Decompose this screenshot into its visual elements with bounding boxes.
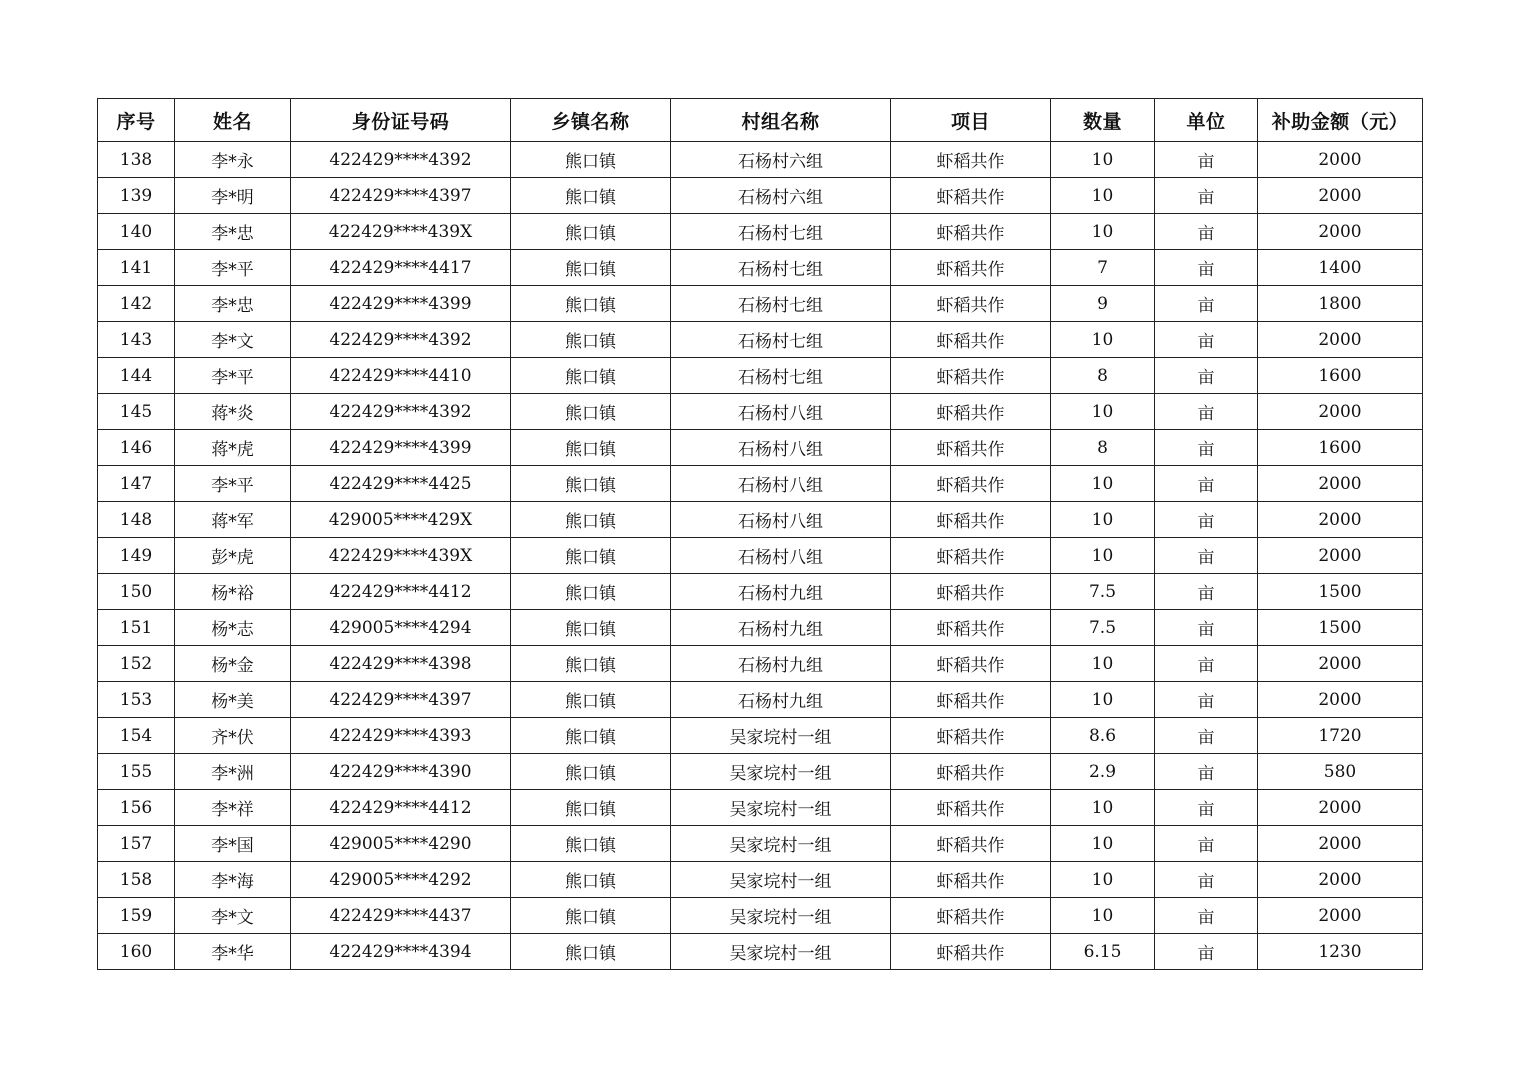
- id-number-cell: 429005****4292: [291, 862, 511, 898]
- town-cell: 熊口镇: [511, 142, 671, 178]
- name-cell: 李*华: [175, 934, 291, 970]
- subsidy-amount-cell: 1600: [1258, 430, 1423, 466]
- id-number-cell: 422429****4417: [291, 250, 511, 286]
- town-cell: 熊口镇: [511, 610, 671, 646]
- name-cell: 李*忠: [175, 214, 291, 250]
- village-group-cell: 石杨村九组: [671, 610, 891, 646]
- village-group-cell: 石杨村七组: [671, 214, 891, 250]
- id-number-cell: 422429****4393: [291, 718, 511, 754]
- header-cell: 姓名: [175, 99, 291, 142]
- village-group-cell: 石杨村八组: [671, 538, 891, 574]
- subsidy-amount-cell: 1800: [1258, 286, 1423, 322]
- subsidy-amount-cell: 2000: [1258, 826, 1423, 862]
- town-cell: 熊口镇: [511, 178, 671, 214]
- quantity-cell: 7.5: [1051, 610, 1155, 646]
- subsidy-amount-cell: 1600: [1258, 358, 1423, 394]
- serial-cell: 159: [98, 898, 175, 934]
- table-row: [98, 466, 1423, 502]
- table-row: [98, 178, 1423, 214]
- subsidy-amount-cell: 580: [1258, 754, 1423, 790]
- town-cell: 熊口镇: [511, 466, 671, 502]
- unit-cell: 亩: [1155, 646, 1258, 682]
- village-group-cell: 石杨村九组: [671, 682, 891, 718]
- serial-cell: 141: [98, 250, 175, 286]
- name-cell: 李*洲: [175, 754, 291, 790]
- unit-cell: 亩: [1155, 286, 1258, 322]
- serial-cell: 152: [98, 646, 175, 682]
- unit-cell: 亩: [1155, 754, 1258, 790]
- id-number-cell: 422429****439X: [291, 538, 511, 574]
- name-cell: 杨*美: [175, 682, 291, 718]
- serial-cell: 149: [98, 538, 175, 574]
- quantity-cell: 10: [1051, 898, 1155, 934]
- name-cell: 蒋*军: [175, 502, 291, 538]
- town-cell: 熊口镇: [511, 898, 671, 934]
- serial-cell: 158: [98, 862, 175, 898]
- town-cell: 熊口镇: [511, 538, 671, 574]
- project-cell: 虾稻共作: [891, 898, 1051, 934]
- serial-cell: 140: [98, 214, 175, 250]
- subsidy-amount-cell: 2000: [1258, 214, 1423, 250]
- project-cell: 虾稻共作: [891, 250, 1051, 286]
- project-cell: 虾稻共作: [891, 754, 1051, 790]
- id-number-cell: 422429****4390: [291, 754, 511, 790]
- subsidy-amount-cell: 2000: [1258, 790, 1423, 826]
- unit-cell: 亩: [1155, 826, 1258, 862]
- town-cell: 熊口镇: [511, 502, 671, 538]
- table-body: [98, 142, 1423, 970]
- town-cell: 熊口镇: [511, 286, 671, 322]
- header-cell: 村组名称: [671, 99, 891, 142]
- project-cell: 虾稻共作: [891, 682, 1051, 718]
- name-cell: 李*平: [175, 250, 291, 286]
- table-row: [98, 430, 1423, 466]
- table-row: [98, 826, 1423, 862]
- town-cell: 熊口镇: [511, 862, 671, 898]
- village-group-cell: 石杨村九组: [671, 646, 891, 682]
- unit-cell: 亩: [1155, 250, 1258, 286]
- subsidy-amount-cell: 1720: [1258, 718, 1423, 754]
- id-number-cell: 422429****4397: [291, 682, 511, 718]
- unit-cell: 亩: [1155, 430, 1258, 466]
- serial-cell: 144: [98, 358, 175, 394]
- village-group-cell: 吴家垸村一组: [671, 790, 891, 826]
- name-cell: 齐*伏: [175, 718, 291, 754]
- table-row: [98, 214, 1423, 250]
- project-cell: 虾稻共作: [891, 142, 1051, 178]
- header-cell: 身份证号码: [291, 99, 511, 142]
- subsidy-amount-cell: 2000: [1258, 502, 1423, 538]
- project-cell: 虾稻共作: [891, 322, 1051, 358]
- town-cell: 熊口镇: [511, 934, 671, 970]
- serial-cell: 146: [98, 430, 175, 466]
- quantity-cell: 2.9: [1051, 754, 1155, 790]
- quantity-cell: 10: [1051, 538, 1155, 574]
- unit-cell: 亩: [1155, 718, 1258, 754]
- quantity-cell: 10: [1051, 790, 1155, 826]
- subsidy-amount-cell: 2000: [1258, 142, 1423, 178]
- village-group-cell: 吴家垸村一组: [671, 718, 891, 754]
- unit-cell: 亩: [1155, 862, 1258, 898]
- id-number-cell: 422429****439X: [291, 214, 511, 250]
- subsidy-amount-cell: 2000: [1258, 394, 1423, 430]
- table-row: [98, 286, 1423, 322]
- project-cell: 虾稻共作: [891, 862, 1051, 898]
- name-cell: 杨*志: [175, 610, 291, 646]
- table-row: [98, 934, 1423, 970]
- name-cell: 李*祥: [175, 790, 291, 826]
- subsidy-table: [97, 98, 1423, 970]
- name-cell: 李*文: [175, 322, 291, 358]
- town-cell: 熊口镇: [511, 322, 671, 358]
- subsidy-amount-cell: 2000: [1258, 682, 1423, 718]
- table-row: [98, 358, 1423, 394]
- subsidy-amount-cell: 2000: [1258, 322, 1423, 358]
- village-group-cell: 石杨村六组: [671, 178, 891, 214]
- header-cell: 项目: [891, 99, 1051, 142]
- project-cell: 虾稻共作: [891, 502, 1051, 538]
- quantity-cell: 10: [1051, 862, 1155, 898]
- village-group-cell: 石杨村九组: [671, 574, 891, 610]
- table-header-row: [98, 99, 1423, 142]
- unit-cell: 亩: [1155, 142, 1258, 178]
- unit-cell: 亩: [1155, 610, 1258, 646]
- subsidy-amount-cell: 2000: [1258, 178, 1423, 214]
- quantity-cell: 10: [1051, 646, 1155, 682]
- table-row: [98, 502, 1423, 538]
- village-group-cell: 石杨村七组: [671, 322, 891, 358]
- serial-cell: 154: [98, 718, 175, 754]
- project-cell: 虾稻共作: [891, 574, 1051, 610]
- table-row: [98, 574, 1423, 610]
- serial-cell: 151: [98, 610, 175, 646]
- village-group-cell: 石杨村八组: [671, 466, 891, 502]
- id-number-cell: 422429****4425: [291, 466, 511, 502]
- quantity-cell: 10: [1051, 142, 1155, 178]
- serial-cell: 145: [98, 394, 175, 430]
- quantity-cell: 6.15: [1051, 934, 1155, 970]
- serial-cell: 142: [98, 286, 175, 322]
- quantity-cell: 10: [1051, 178, 1155, 214]
- quantity-cell: 8: [1051, 430, 1155, 466]
- town-cell: 熊口镇: [511, 250, 671, 286]
- town-cell: 熊口镇: [511, 718, 671, 754]
- header-cell: 乡镇名称: [511, 99, 671, 142]
- town-cell: 熊口镇: [511, 754, 671, 790]
- quantity-cell: 10: [1051, 682, 1155, 718]
- id-number-cell: 422429****4392: [291, 142, 511, 178]
- village-group-cell: 石杨村六组: [671, 142, 891, 178]
- serial-cell: 160: [98, 934, 175, 970]
- serial-cell: 138: [98, 142, 175, 178]
- village-group-cell: 吴家垸村一组: [671, 934, 891, 970]
- project-cell: 虾稻共作: [891, 430, 1051, 466]
- quantity-cell: 10: [1051, 394, 1155, 430]
- project-cell: 虾稻共作: [891, 286, 1051, 322]
- village-group-cell: 石杨村八组: [671, 394, 891, 430]
- serial-cell: 148: [98, 502, 175, 538]
- table-row: [98, 754, 1423, 790]
- table-row: [98, 610, 1423, 646]
- town-cell: 熊口镇: [511, 430, 671, 466]
- subsidy-amount-cell: 2000: [1258, 466, 1423, 502]
- unit-cell: 亩: [1155, 898, 1258, 934]
- town-cell: 熊口镇: [511, 826, 671, 862]
- name-cell: 李*平: [175, 358, 291, 394]
- subsidy-amount-cell: 1500: [1258, 574, 1423, 610]
- id-number-cell: 422429****4399: [291, 286, 511, 322]
- id-number-cell: 422429****4392: [291, 394, 511, 430]
- project-cell: 虾稻共作: [891, 178, 1051, 214]
- id-number-cell: 429005****429X: [291, 502, 511, 538]
- village-group-cell: 吴家垸村一组: [671, 862, 891, 898]
- subsidy-amount-cell: 1400: [1258, 250, 1423, 286]
- quantity-cell: 8: [1051, 358, 1155, 394]
- village-group-cell: 石杨村八组: [671, 430, 891, 466]
- quantity-cell: 7.5: [1051, 574, 1155, 610]
- unit-cell: 亩: [1155, 358, 1258, 394]
- project-cell: 虾稻共作: [891, 538, 1051, 574]
- town-cell: 熊口镇: [511, 358, 671, 394]
- project-cell: 虾稻共作: [891, 610, 1051, 646]
- town-cell: 熊口镇: [511, 790, 671, 826]
- serial-cell: 150: [98, 574, 175, 610]
- id-number-cell: 422429****4410: [291, 358, 511, 394]
- id-number-cell: 422429****4398: [291, 646, 511, 682]
- unit-cell: 亩: [1155, 574, 1258, 610]
- village-group-cell: 吴家垸村一组: [671, 898, 891, 934]
- name-cell: 李*忠: [175, 286, 291, 322]
- subsidy-amount-cell: 1500: [1258, 610, 1423, 646]
- serial-cell: 153: [98, 682, 175, 718]
- name-cell: 杨*金: [175, 646, 291, 682]
- village-group-cell: 吴家垸村一组: [671, 826, 891, 862]
- subsidy-amount-cell: 2000: [1258, 646, 1423, 682]
- quantity-cell: 10: [1051, 322, 1155, 358]
- unit-cell: 亩: [1155, 178, 1258, 214]
- serial-cell: 156: [98, 790, 175, 826]
- name-cell: 李*国: [175, 826, 291, 862]
- id-number-cell: 422429****4392: [291, 322, 511, 358]
- table-row: [98, 898, 1423, 934]
- serial-cell: 143: [98, 322, 175, 358]
- table-row: [98, 394, 1423, 430]
- project-cell: 虾稻共作: [891, 718, 1051, 754]
- quantity-cell: 10: [1051, 214, 1155, 250]
- id-number-cell: 422429****4394: [291, 934, 511, 970]
- quantity-cell: 10: [1051, 826, 1155, 862]
- unit-cell: 亩: [1155, 538, 1258, 574]
- header-cell: 补助金额（元）: [1258, 99, 1423, 142]
- id-number-cell: 422429****4399: [291, 430, 511, 466]
- table-row: [98, 250, 1423, 286]
- project-cell: 虾稻共作: [891, 826, 1051, 862]
- unit-cell: 亩: [1155, 322, 1258, 358]
- town-cell: 熊口镇: [511, 646, 671, 682]
- subsidy-amount-cell: 2000: [1258, 898, 1423, 934]
- unit-cell: 亩: [1155, 502, 1258, 538]
- project-cell: 虾稻共作: [891, 934, 1051, 970]
- serial-cell: 157: [98, 826, 175, 862]
- unit-cell: 亩: [1155, 934, 1258, 970]
- quantity-cell: 7: [1051, 250, 1155, 286]
- name-cell: 蒋*炎: [175, 394, 291, 430]
- table-row: [98, 682, 1423, 718]
- unit-cell: 亩: [1155, 790, 1258, 826]
- quantity-cell: 10: [1051, 502, 1155, 538]
- name-cell: 彭*虎: [175, 538, 291, 574]
- serial-cell: 147: [98, 466, 175, 502]
- unit-cell: 亩: [1155, 682, 1258, 718]
- unit-cell: 亩: [1155, 466, 1258, 502]
- town-cell: 熊口镇: [511, 214, 671, 250]
- village-group-cell: 石杨村七组: [671, 250, 891, 286]
- id-number-cell: 422429****4437: [291, 898, 511, 934]
- village-group-cell: 石杨村七组: [671, 358, 891, 394]
- table-row: [98, 790, 1423, 826]
- header-cell: 单位: [1155, 99, 1258, 142]
- id-number-cell: 422429****4412: [291, 790, 511, 826]
- quantity-cell: 9: [1051, 286, 1155, 322]
- name-cell: 杨*裕: [175, 574, 291, 610]
- town-cell: 熊口镇: [511, 682, 671, 718]
- project-cell: 虾稻共作: [891, 358, 1051, 394]
- id-number-cell: 429005****4294: [291, 610, 511, 646]
- name-cell: 李*永: [175, 142, 291, 178]
- name-cell: 蒋*虎: [175, 430, 291, 466]
- project-cell: 虾稻共作: [891, 790, 1051, 826]
- name-cell: 李*明: [175, 178, 291, 214]
- table-row: [98, 538, 1423, 574]
- subsidy-amount-cell: 2000: [1258, 862, 1423, 898]
- project-cell: 虾稻共作: [891, 646, 1051, 682]
- serial-cell: 155: [98, 754, 175, 790]
- village-group-cell: 石杨村七组: [671, 286, 891, 322]
- quantity-cell: 8.6: [1051, 718, 1155, 754]
- table-row: [98, 322, 1423, 358]
- header-cell: 序号: [98, 99, 175, 142]
- unit-cell: 亩: [1155, 214, 1258, 250]
- subsidy-amount-cell: 1230: [1258, 934, 1423, 970]
- name-cell: 李*平: [175, 466, 291, 502]
- table-row: [98, 646, 1423, 682]
- table-row: [98, 718, 1423, 754]
- project-cell: 虾稻共作: [891, 214, 1051, 250]
- unit-cell: 亩: [1155, 394, 1258, 430]
- village-group-cell: 石杨村八组: [671, 502, 891, 538]
- town-cell: 熊口镇: [511, 574, 671, 610]
- name-cell: 李*海: [175, 862, 291, 898]
- town-cell: 熊口镇: [511, 394, 671, 430]
- id-number-cell: 422429****4397: [291, 178, 511, 214]
- id-number-cell: 429005****4290: [291, 826, 511, 862]
- table-row: [98, 862, 1423, 898]
- table-row: [98, 142, 1423, 178]
- quantity-cell: 10: [1051, 466, 1155, 502]
- project-cell: 虾稻共作: [891, 394, 1051, 430]
- serial-cell: 139: [98, 178, 175, 214]
- village-group-cell: 吴家垸村一组: [671, 754, 891, 790]
- header-cell: 数量: [1051, 99, 1155, 142]
- project-cell: 虾稻共作: [891, 466, 1051, 502]
- id-number-cell: 422429****4412: [291, 574, 511, 610]
- name-cell: 李*文: [175, 898, 291, 934]
- subsidy-amount-cell: 2000: [1258, 538, 1423, 574]
